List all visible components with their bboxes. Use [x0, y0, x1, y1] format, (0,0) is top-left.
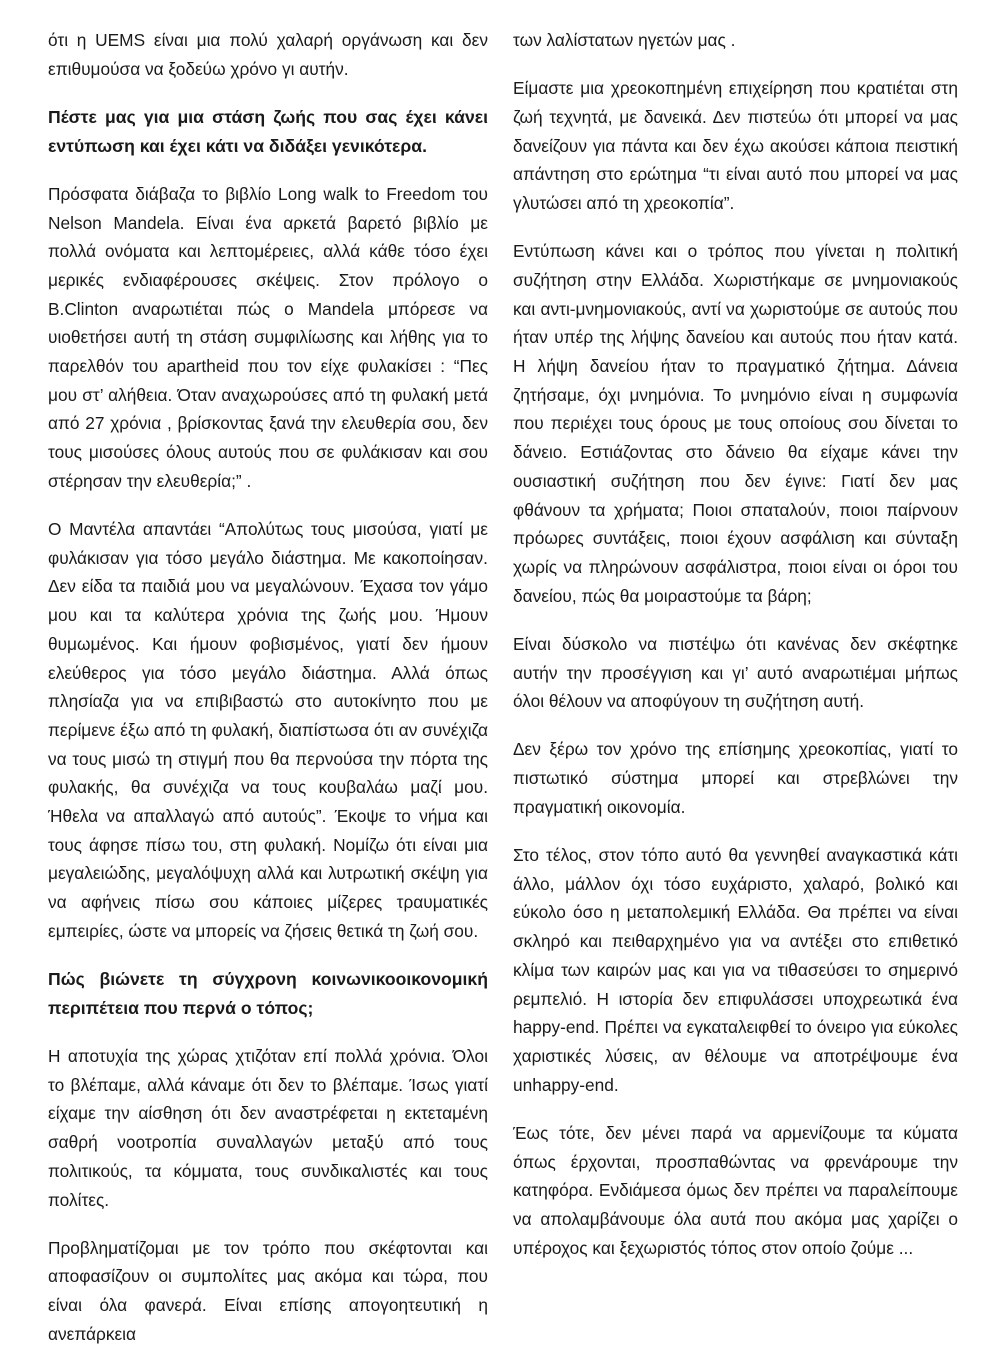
paragraph: Έως τότε, δεν μένει παρά να αρμενίζουμε τα κύματα όπως έρχονται, προσπαθώντας να φρενάρουμε την κατηφόρα. Ενδιάμεσα όμως δεν πρέπει να παραλείπουμε να απολαμβάνουμε όλα αυτά που ακόμα μας χαρίζει ο υπέροχος και ξεχωριστός τόπος στον οποίο ζούμε ... [513, 1122, 958, 1258]
paragraph: Εντύπωση κάνει και ο τρόπος που γίνεται η πολιτική συζήτηση στην Ελλάδα. Χωριστήκαμε σε μνημονιακούς και αντι-μνημονιακούς, αντί να χωριστούμε σε αυτούς που ήταν υπέρ της λήψης δανείου και αυτούς που ήταν κατά. Η λήψη δανείου ήταν το πραγματικό ζήτημα. Δάνεια ζητήσαμε, όχι μνημόνια. Το μνημόνιο είναι η συμφωνία που περιέχει τους όρους με τους οποίους σου δίνεται το δάνειο. Εστιάζοντας στο δάνειο θα είχαμε κάνει την ουσιαστική συζήτηση που δεν έγινε: Γιατί δεν μας φθάνουν τα χρήματα; Ποιοι σπαταλούν, ποιοι παίρνουν πρόωρες συντάξεις, ποιοι έχουν ασφάλιση και σύνταξη χωρίς να πληρώνουν ασφάλιστρα, ποιοι είναι οι όροι του δανείου, πώς θα μοιραστούμε τα βάρη; [513, 241, 958, 606]
paragraph: των λαλίστατων ηγετών μας . [513, 30, 736, 50]
paragraph: Είμαστε μια χρεοκοπημένη επιχείρηση που κρατιέται στη ζωή τεχνητά, με δανεικά. Δεν πιστεύω ότι μπορεί να μας δανείζουν για πάντα και δεν έχω ακούσει κάποια πειστική απάντηση στο ερώτημα “τι είναι αυτό που μπορεί να μας γλυτώσει από τη χρεοκοπία”. [513, 78, 958, 214]
paragraph: Ο Μαντέλα απαντάει “Απολύτως τους μισούσα, γιατί με φυλάκισαν για τόσο μεγάλο διάστημα. Με κακοποίησαν. Δεν είδα τα παιδιά μου να μεγαλώνουν. Έχασα τον γάμο μου και τα καλύτερα χρόνια της ζωής μου. Ήμουν θυμωμένος. Και ήμουν φοβισμένος, γιατί δεν ήμουν ελεύθερος για τόσο μεγάλο διάστημα. Αλλά όπως πλησίαζα για να επιβιβαστώ στο αυτοκίνητο που με περίμενε έξω από τη φυλακή, διαπίστωσα ότι αν συνέχιζα να τους μισώ τη στιγμή που θα περνούσα την πόρτα της φυλακής, θα συνέχιζα να τους κουβαλάω μαζί μου. Ήθελα να απαλλαγώ από αυτούς”. Έκοψε το νήμα και τους άφησε πίσω του, στη φυλακή. Νομίζω ότι είναι μια μεγαλειώδης, μεγαλόψυχη αλλά και λυτρωτική σκέψη για να αφήνεις πίσω σου κάποιες μίζερες τραυματικές εμπειρίες, ώστε να μπορείς να ζήσεις θετικά τη ζωή σου. [48, 519, 488, 941]
paragraph: Η αποτυχία της χώρας χτιζόταν επί πολλά χρόνια. Όλοι το βλέπαμε, αλλά κάναμε ότι δεν το βλέπαμε. Ίσως γιατί είχαμε την αίσθηση ότι δεν αναστρέφεται η εκτεταμένη σαθρή νοοτροπία συναλλαγών μεταξύ από τους πολιτικούς, τα κόμματα, τους συνδικαλιστές και τους πολίτες. [48, 1046, 488, 1210]
paragraph: Δεν ξέρω τον χρόνο της επίσημης χρεοκοπίας, γιατί το πιστωτικό σύστημα μπορεί και στρεβλώνει την πραγματική οικονομία. [513, 739, 958, 817]
paragraph: Στο τέλος, στον τόπο αυτό θα γεννηθεί αναγκαστικά κάτι άλλο, μάλλον όχι τόσο ευχάριστο, χαλαρό, βολικό και εύκολο όσο η μεταπολεμική Ελλάδα. Θα πρέπει να είναι σκληρό και πειθαρχημένο για να αντέξει στο επιθετικό κλίμα των καιρών μας και για να τιθασεύσει το σημερινό ρεμπελιό. Η ιστορία δεν επιφυλάσσει υποχρεωτικά ένα happy-end. Πρέπει να εγκαταλειφθεί το όνειρο για εύκολες χαριστικές λύσεις, αν θέλουμε να αποτρέψουμε ένα unhappy-end. [513, 845, 958, 1095]
left-column [48, 26, 488, 1368]
paragraph: Είναι δύσκολο να πιστέψω ότι κανένας δεν σκέφτηκε αυτήν την προσέγγιση και γι’ αυτό αναρωτιέμαι μήπως όλοι θέλουν να αποφύγουν τη συζήτηση αυτή. [513, 633, 958, 712]
question-heading: Πώς βιώνετε τη σύγχρονη κοινωνικοοικονομική περιπέτεια που περνά ο τόπος; [48, 969, 488, 1018]
paragraph: ότι η UEMS είναι μια πολύ χαλαρή οργάνωση και δεν επιθυμούσα να ξοδεύω χρόνο γι αυτήν. [48, 30, 488, 79]
paragraph: Προβληματίζομαι με τον τρόπο που σκέφτονται και αποφασίζουν οι συμπολίτες μας ακόμα και τώρα, που είναι όλα φανερά. Είναι επίσης απογοητευτική η ανεπάρκεια [48, 1237, 488, 1344]
question-heading: Πέστε μας για μια στάση ζωής που σας έχει κάνει εντύπωση και έχει κάτι να διδάξει γενικότερα. [48, 106, 488, 156]
right-column [513, 26, 958, 1282]
paragraph: Πρόσφατα διάβαζα το βιβλίο Long walk to Freedom του Nelson Mandela. Είναι ένα αρκετά βαρετό βιβλίο με πολλά ονόματα και λεπτομέρειες, αλλά κάθε τόσο έχει μερικές ενδιαφέρουσες σκέψεις. Στον πρόλογο ο B.Clinton αναρωτιέται πώς ο Mandela μπόρεσε να υιοθετήσει αυτή τη στάση συμφιλίωσης και λήθης για το παρελθόν του apartheid που τον είχε φυλακίσει : “Πες μου στ’ αλήθεια. Όταν αναχωρούσες από τη φυλακή μετά από 27 χρόνια , βρίσκοντας ξανά την ελευθερία σου, δεν τους μισούσες όλους αυτούς που σε φυλάκισαν και σου στέρησαν την ελευθερία;” . [48, 183, 488, 491]
